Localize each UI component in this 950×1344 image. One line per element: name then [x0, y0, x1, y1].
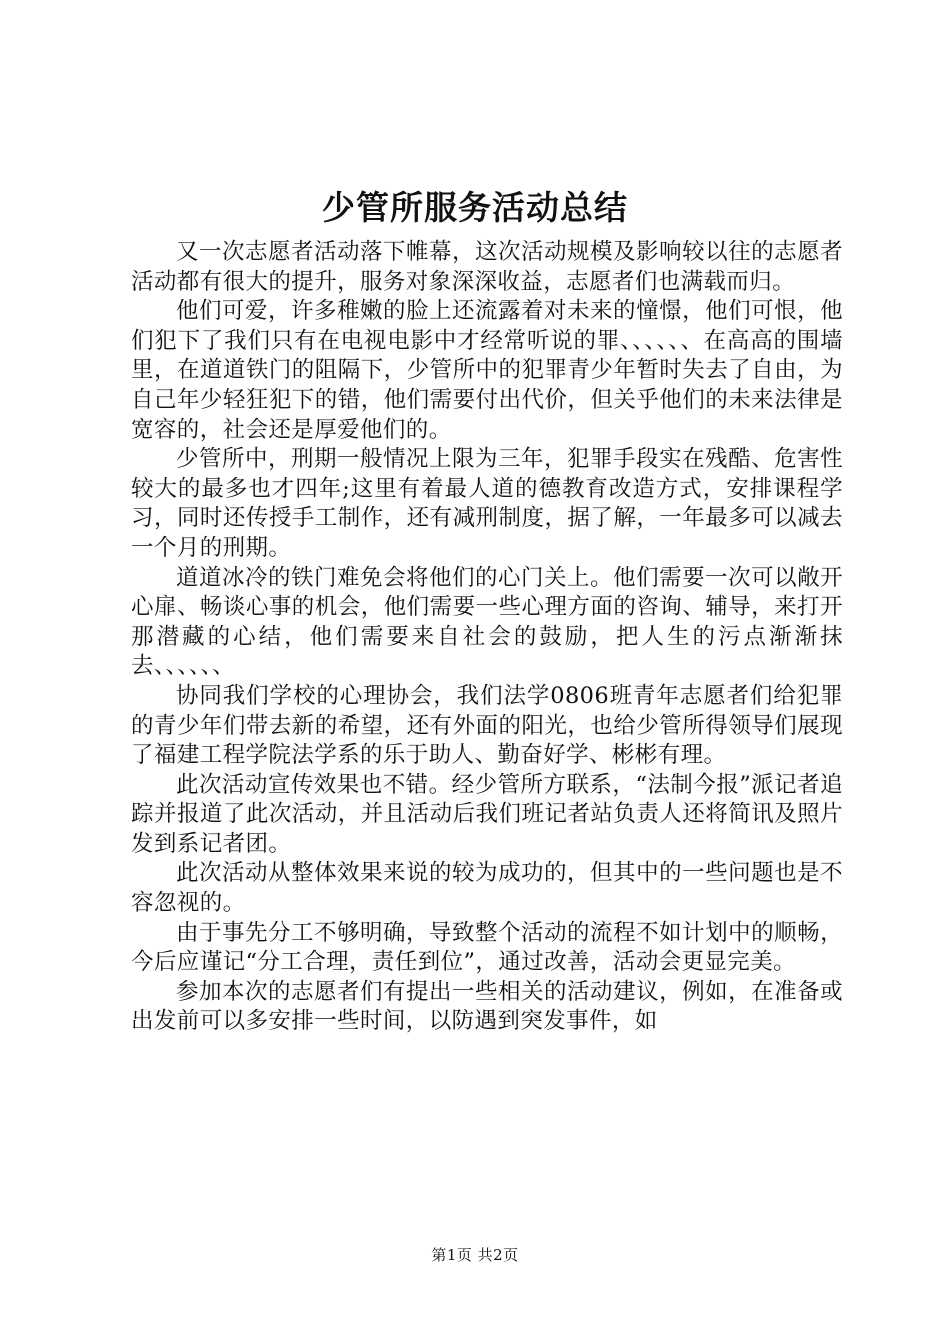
paragraph-4: 道道冰冷的铁门难免会将他们的心门关上。他们需要一次可以敞开心扉、畅谈心事的机会，他们需要一些心理方面的咨询、辅导，来打开那潜藏的心结，他们需要来自社会的鼓励，把人生的污点渐渐抹去、、、、、、	[131, 564, 843, 680]
paragraph-5: 协同我们学校的心理协会，我们法学0806班青年志愿者们给犯罪的青少年们带去新的希望，还有外面的阳光，也给少管所得领导们展现了福建工程学院法学系的乐于助人、勤奋好学、彬彬有理。	[131, 682, 843, 769]
paragraph-1: 又一次志愿者活动落下帷幕，这次活动规模及影响较以往的志愿者活动都有很大的提升，服务对象深深收益，志愿者们也满载而归。	[131, 239, 843, 295]
document-body	[131, 238, 843, 1037]
paragraph-6: 此次活动宣传效果也不错。经少管所方联系，“法制今报”派记者追踪并报道了此次活动，并且活动后我们班记者站负责人还将简讯及照片发到系记者团。	[131, 771, 843, 857]
paragraph-7: 此次活动从整体效果来说的较为成功的，但其中的一些问题也是不容忽视的。	[131, 860, 843, 917]
paragraph-3: 少管所中，刑期一般情况上限为三年，犯罪手段实在残酷、危害性较大的最多也才四年;这里有着最人道的德教育改造方式，安排课程学习，同时还传授手工制作，还有减刑制度，据了解，一年最多可以减去一个月的刑期。	[131, 446, 843, 561]
paragraph-9: 参加本次的志愿者们有提出一些相关的活动建议，例如，在准备或出发前可以多安排一些时间，以防遇到突发事件，如	[131, 978, 843, 1035]
document-title: 少管所服务活动总结	[322, 188, 628, 227]
paragraph-2: 他们可爱，许多稚嫩的脸上还流露着对未来的憧憬，他们可恨，他们犯下了我们只有在电视电影中才经常听说的罪、、、、、、在高高的围墙里，在道道铁门的阻隔下，少管所中的犯罪青少年暂时失去了自由，为自己年少轻狂犯下的错，他们需要付出代价，但关乎他们的未来法律是宽容的，社会还是厚爱他们的。	[131, 298, 843, 443]
page-number-footer: 第1页 共2页	[431, 1246, 519, 1264]
paragraph-8: 由于事先分工不够明确，导致整个活动的流程不如计划中的顺畅，今后应谨记“分工合理，责任到位”，通过改善，活动会更显完美。	[131, 919, 843, 976]
